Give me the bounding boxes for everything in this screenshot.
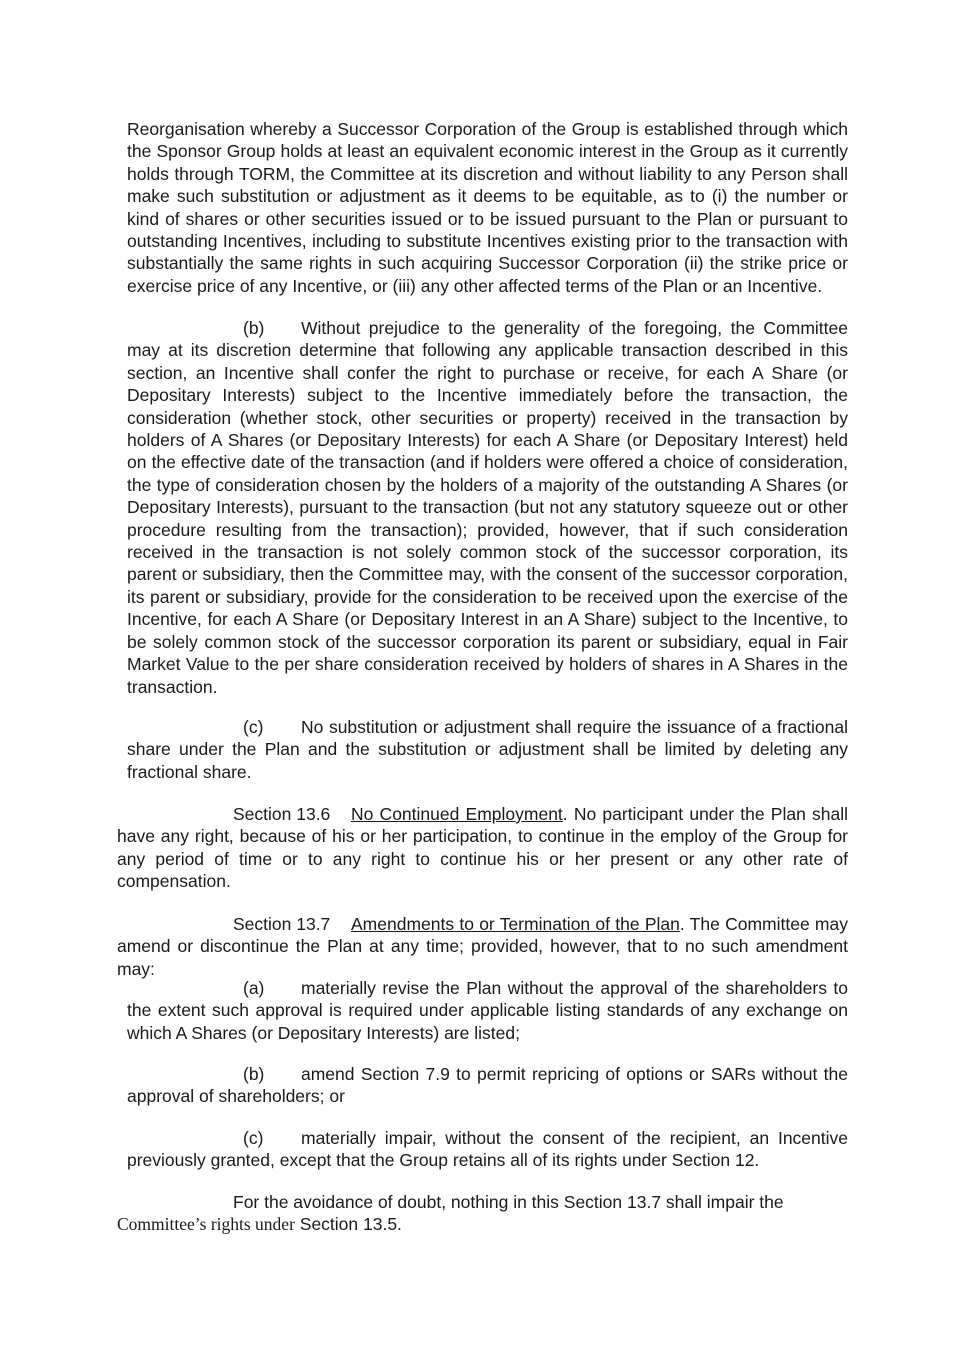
paragraph-b-consideration [127,317,848,698]
final-text-end: Section 13.5. [294,1214,402,1235]
section-heading: No Continued Employment [351,804,563,824]
item-a [127,977,848,1044]
item-c [127,1127,848,1172]
section-label: Section 13.6 [233,804,331,824]
section-heading: Amendments to or Termination of the Plan [351,914,680,934]
item-number: (b) [243,1064,265,1084]
section-13-7 [117,913,848,980]
section-label: Section 13.7 [233,914,331,934]
paragraph-reorganisation [127,118,848,297]
section-text: . The Committee may amend or discontinue the Plan at any time; provided, however, that to no such amendment may: [117,914,848,979]
item-number: (c) [243,717,264,737]
item-text: materially impair, without the consent of the recipient, an Incentive previously granted, except that the Group retains all of its rights under Section 12. [127,1128,848,1171]
item-text: materially revise the Plan without the approval of the shareholders to the extent such approval is required under applicable listing standards of any exchange on which A Shares (or Depositary Interests) are listed; [127,978,848,1043]
final-text-serif: Committee’s rights under [117,1214,295,1235]
final-paragraph [117,1191,848,1236]
section-13-6 [117,803,848,893]
paragraph-text: Reorganisation whereby a Successor Corporation of the Group is established through which the Sponsor Group holds at least an equivalent economic interest in the Group as it currently holds through TORM, the Committee at its discretion and without liability to any Person shall make such substitution or adjustment as it deems to be equitable, as to (i) the number or kind of shares or other securities issued or to be issued pursuant to the Plan or pursuant to outstanding Incentives, including to substitute Incentives existing prior to the transaction with substantially the same rights in such acquiring Successor Corporation (ii) the strike price or exercise price of any Incentive, or (iii) any other affected terms of the Plan or an Incentive. [127,119,848,296]
item-number: (a) [243,978,265,998]
item-text: amend Section 7.9 to permit repricing of options or SARs without the approval of shareholders; or [127,1064,848,1107]
paragraph-text: Without prejudice to the generality of the foregoing, the Committee may at its discretion determine that following any applicable transaction described in this section, an Incentive shall confer the right to purchase or receive, for each A Share (or Depositary Interests) subject to the Incentive immediately before the transaction, the consideration (whether stock, other securities or property) received in the transaction by holders of A Shares (or Depositary Interests) for each A Share (or Depositary Interest) held on the effective date of the transaction (and if holders were offered a choice of consideration, the type of consideration chosen by the holders of a majority of the outstanding A Shares (or Depositary Interests), pursuant to the transaction (but not any statutory squeeze out or other procedure resulting from the transaction); provided, however, that if such consideration received in the transaction is not solely common stock of the successor corporation, its parent or subsidiary, then the Committee may, with the consent of the successor corporation, its parent or subsidiary, provide for the consideration to be received upon the exercise of the Incentive, for each A Share (or Depositary Interest in an A Share) subject to the Incentive, to be solely common stock of the successor corporation its parent or subsidiary, equal in Fair Market Value to the per share consideration received by holders of shares in A Shares in the transaction. [127,318,848,697]
item-number: (c) [243,1128,264,1148]
paragraph-c-fractional [127,716,848,783]
section-text: . No participant under the Plan shall have any right, because of his or her participation, to continue in the employ of the Group for any period of time or to any right to continue his or her present or any other rate of compensation. [117,804,849,892]
item-b [127,1063,848,1108]
item-number: (b) [243,318,265,338]
final-text-line1: For the avoidance of doubt, nothing in this Section 13.7 shall impair the [233,1192,784,1212]
paragraph-text: No substitution or adjustment shall require the issuance of a fractional share under the Plan and the substitution or adjustment shall be limited by deleting any fractional share. [127,717,848,782]
